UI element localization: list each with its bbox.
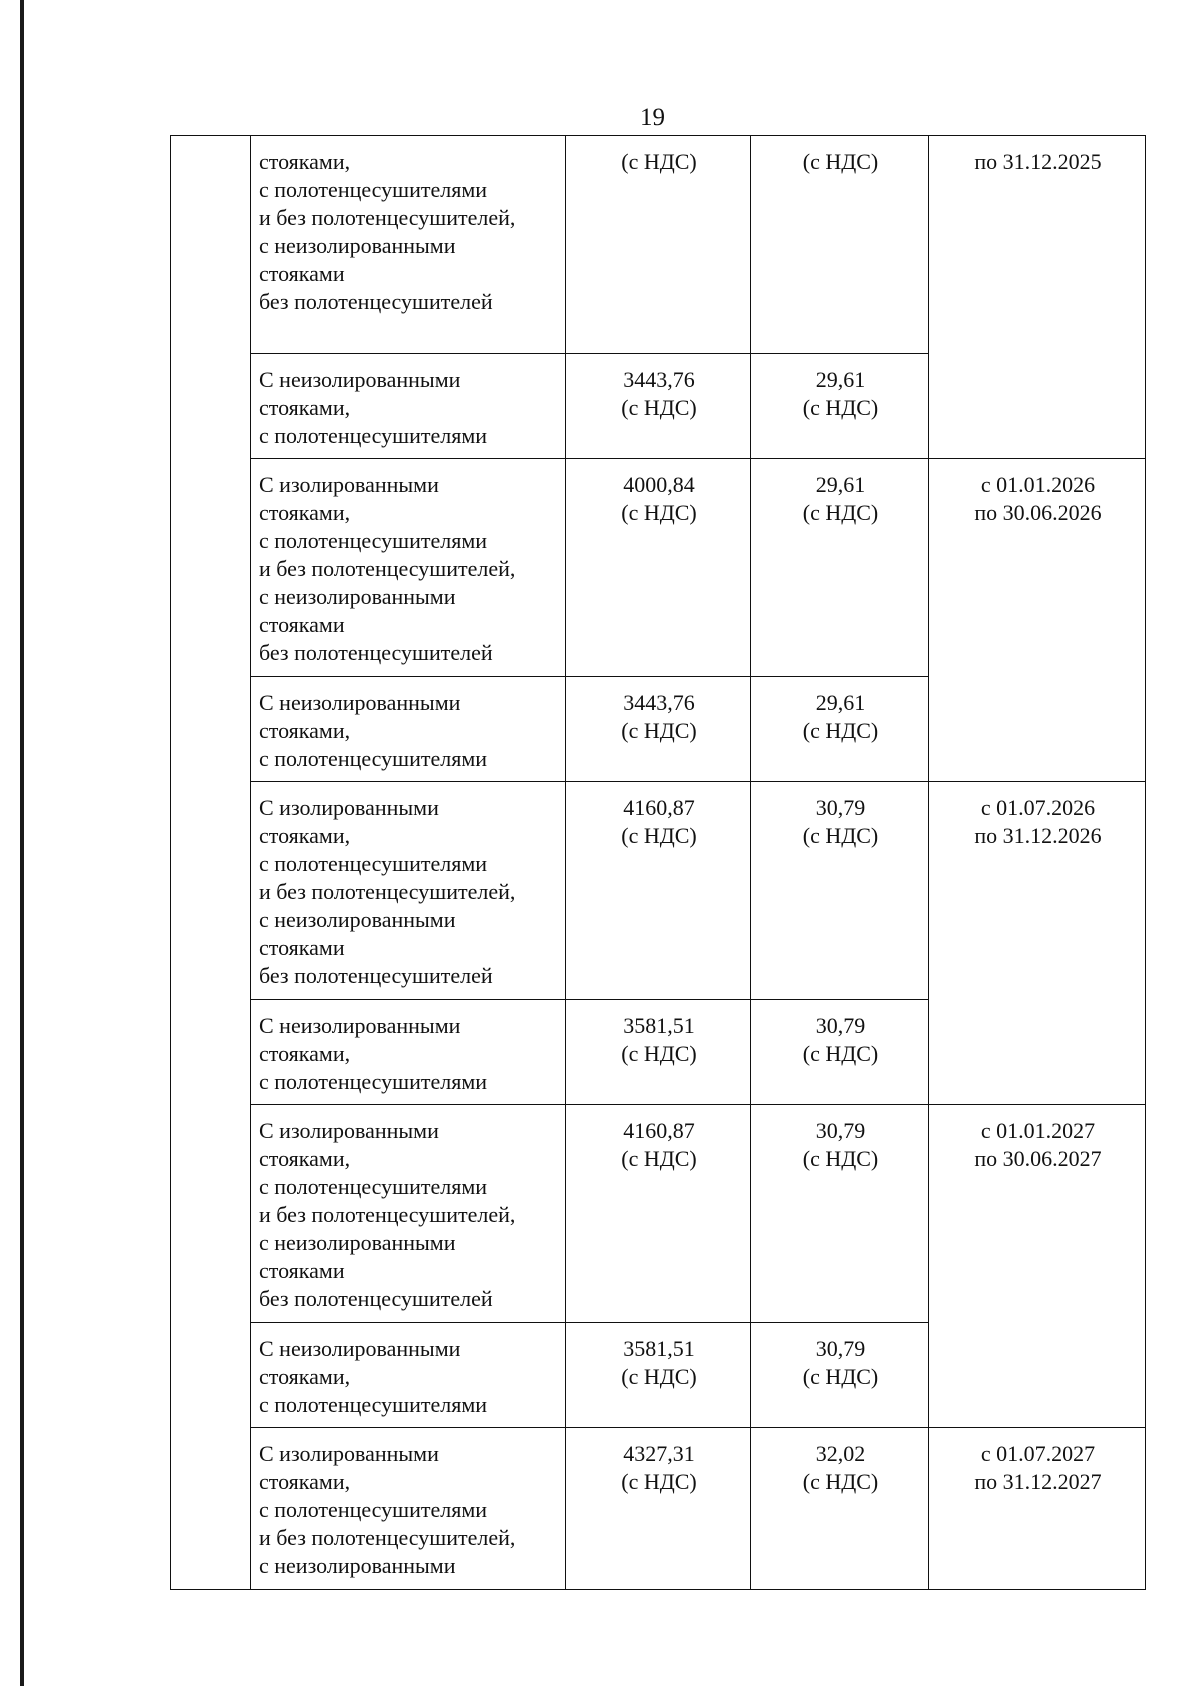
description-cell: С изолированными стояками, с полотенцесушителями и без полотенцесушителей, с неизолированными bbox=[251, 1428, 566, 1590]
row-number-cell bbox=[171, 136, 251, 1590]
table-row bbox=[171, 782, 1146, 1000]
period-cell: с 01.07.2026 по 31.12.2026 bbox=[929, 782, 1146, 1105]
period-cell: по 31.12.2025 bbox=[929, 136, 1146, 459]
tariff-value-cell: 3581,51 (с НДС) bbox=[566, 1000, 751, 1105]
component-value-cell: (с НДС) bbox=[751, 136, 929, 354]
page-number: 19 bbox=[640, 104, 665, 131]
description-cell: стояками, с полотенцесушителями и без полотенцесушителей, с неизолированными стояками без полотенцесушителей bbox=[251, 136, 566, 354]
component-value-cell: 29,61 (с НДС) bbox=[751, 677, 929, 782]
table-row bbox=[171, 136, 1146, 354]
period-cell: с 01.07.2027 по 31.12.2027 bbox=[929, 1428, 1146, 1590]
component-value-cell: 29,61 (с НДС) bbox=[751, 354, 929, 459]
description-cell: С неизолированными стояками, с полотенцесушителями bbox=[251, 354, 566, 459]
table-row bbox=[171, 459, 1146, 677]
tariff-value-cell: 3443,76 (с НДС) bbox=[566, 354, 751, 459]
tariff-value-cell: 4160,87 (с НДС) bbox=[566, 782, 751, 1000]
period-cell: с 01.01.2027 по 30.06.2027 bbox=[929, 1105, 1146, 1428]
description-cell: С изолированными стояками, с полотенцесушителями и без полотенцесушителей, с неизолированными стояками без полотенцесушителей bbox=[251, 1105, 566, 1323]
component-value-cell: 30,79 (с НДС) bbox=[751, 1105, 929, 1323]
component-value-cell: 30,79 (с НДС) bbox=[751, 1323, 929, 1428]
component-value-cell: 30,79 (с НДС) bbox=[751, 782, 929, 1000]
tariff-table bbox=[170, 135, 1146, 1590]
table-row bbox=[171, 1105, 1146, 1323]
table-row bbox=[171, 1428, 1146, 1590]
description-cell: С неизолированными стояками, с полотенцесушителями bbox=[251, 677, 566, 782]
tariff-value-cell: 4000,84 (с НДС) bbox=[566, 459, 751, 677]
component-value-cell: 30,79 (с НДС) bbox=[751, 1000, 929, 1105]
component-value-cell: 29,61 (с НДС) bbox=[751, 459, 929, 677]
description-cell: С неизолированными стояками, с полотенцесушителями bbox=[251, 1000, 566, 1105]
tariff-value-cell: 4327,31 (с НДС) bbox=[566, 1428, 751, 1590]
tariff-value-cell: 4160,87 (с НДС) bbox=[566, 1105, 751, 1323]
tariff-value-cell: 3443,76 (с НДС) bbox=[566, 677, 751, 782]
description-cell: С неизолированными стояками, с полотенцесушителями bbox=[251, 1323, 566, 1428]
component-value-cell: 32,02 (с НДС) bbox=[751, 1428, 929, 1590]
period-cell: с 01.01.2026 по 30.06.2026 bbox=[929, 459, 1146, 782]
description-cell: С изолированными стояками, с полотенцесушителями и без полотенцесушителей, с неизолированными стояками без полотенцесушителей bbox=[251, 459, 566, 677]
tariff-value-cell: 3581,51 (с НДС) bbox=[566, 1323, 751, 1428]
tariff-value-cell: (с НДС) bbox=[566, 136, 751, 354]
description-cell: С изолированными стояками, с полотенцесушителями и без полотенцесушителей, с неизолированными стояками без полотенцесушителей bbox=[251, 782, 566, 1000]
binding-edge bbox=[20, 0, 24, 1686]
